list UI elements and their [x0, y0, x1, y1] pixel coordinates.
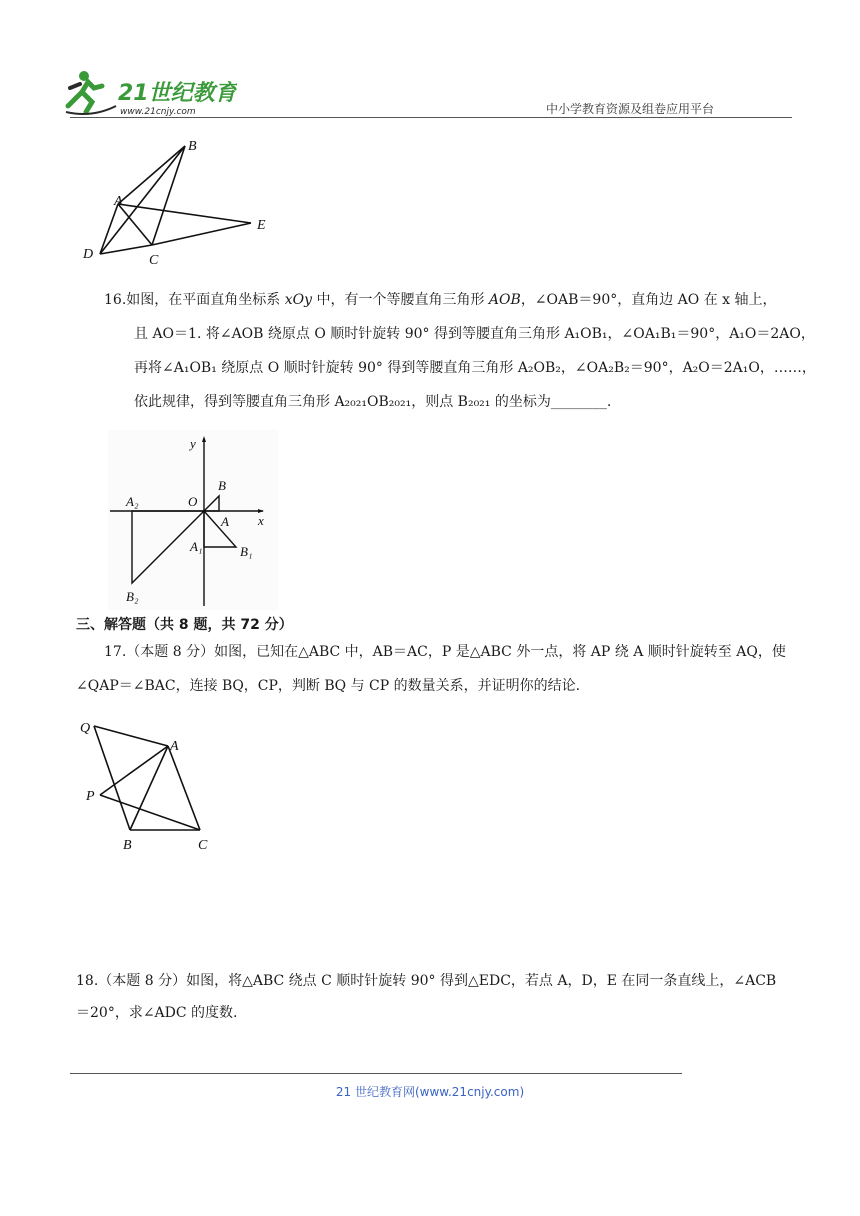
label-a1: A₁: [190, 539, 203, 554]
site-logo: [62, 66, 237, 120]
label-c: C: [198, 838, 208, 853]
figure-17: [76, 712, 226, 861]
figure-top: [76, 134, 286, 278]
q18-line2: ＝20°，求∠ADC 的度数.: [76, 1005, 238, 1021]
label-a: A: [221, 514, 229, 529]
q16-line1-post: ，直角边 AO 在 x 轴上，: [617, 292, 777, 308]
q16-line1-pre: 如图，在平面直角坐标系: [126, 292, 285, 308]
q16-number: 16.: [104, 292, 127, 308]
q16-line3: 再将∠A₁OB₁ 绕原点 O 顺时针旋转 90° 得到等腰直角三角形 A₂OB₂，∠OA₂B₂＝90°，A₂O＝2A₁O，……，: [134, 360, 816, 376]
q17-line2: ∠QAP＝∠BAC，连接 BQ，CP，判断 BQ 与 CP 的数量关系，并证明你的结论.: [76, 678, 581, 694]
q16-line2: 且 AO＝1. 将∠AOB 绕原点 O 顺时针旋转 90° 得到等腰直角三角形 A₁OB₁，∠OA₁B₁＝90°，A₁O＝2AO，: [134, 326, 815, 342]
q17-line1: （本题 8 分）如图，已知在△ABC 中，AB＝AC，P 是△ABC 外一点，将 AP 绕 A 顺时针旋转至 AQ，使: [126, 644, 786, 660]
section-3-title: 三、解答题（共 8 题，共 72 分）: [76, 617, 293, 633]
runner-icon: [66, 71, 116, 114]
label-e: E: [257, 218, 266, 233]
logo-url: www.21cnjy.com: [120, 107, 196, 117]
logo-title: 21世纪教育: [118, 81, 237, 106]
footer-site-link[interactable]: 21 世纪教育网(www.21cnjy.com): [335, 1085, 525, 1099]
label-q: Q: [80, 721, 91, 736]
label-o: O: [188, 494, 198, 509]
label-d: D: [83, 247, 94, 262]
label-a: A: [170, 739, 179, 754]
figure-16: [108, 430, 278, 614]
label-b: B: [218, 478, 226, 493]
label-a2: A₂: [126, 494, 139, 509]
q16-line1-mid: 中，有一个等腰直角三角形: [312, 292, 489, 308]
segment-da: [100, 204, 118, 254]
question-16: [104, 284, 804, 317]
label-b1: B₁: [240, 544, 253, 559]
label-x: x: [258, 513, 264, 528]
q18-line1: （本题 8 分）如图，将△ABC 绕点 C 顺时针旋转 90° 得到△EDC，若点 A，D，E 在同一条直线上，∠ACB: [98, 973, 777, 989]
label-y: y: [190, 436, 196, 451]
label-a: A: [114, 194, 123, 209]
header-divider: [70, 117, 792, 118]
q16-line1-angle: ，∠OAB＝90°: [520, 292, 618, 308]
q16-line4: 依此规律，得到等腰直角三角形 A₂₀₂₁OB₂₀₂₁，则点 B₂₀₂₁ 的坐标为________.: [134, 394, 612, 410]
segment-ae: [118, 204, 251, 223]
q17-number: 17.: [104, 644, 127, 660]
footer-divider: [70, 1073, 682, 1074]
segment-ce: [152, 223, 251, 245]
label-p: P: [86, 789, 95, 804]
header-platform-text: 中小学教育资源及组卷应用平台: [546, 102, 715, 116]
label-b: B: [123, 838, 132, 853]
segment-dc: [100, 245, 152, 254]
label-b: B: [188, 139, 197, 154]
q16-xoy: xOy: [284, 292, 313, 308]
q18-number: 18.: [76, 973, 99, 989]
segment-qa: [94, 726, 168, 746]
label-b2: B₂: [126, 589, 139, 604]
question-18: [76, 965, 816, 998]
segment-pc: [100, 795, 200, 830]
segment-db: [100, 146, 185, 254]
question-17: [104, 636, 814, 669]
segment-ac: [168, 746, 200, 830]
label-c: C: [149, 253, 159, 268]
q16-aob: AOB: [488, 292, 521, 308]
